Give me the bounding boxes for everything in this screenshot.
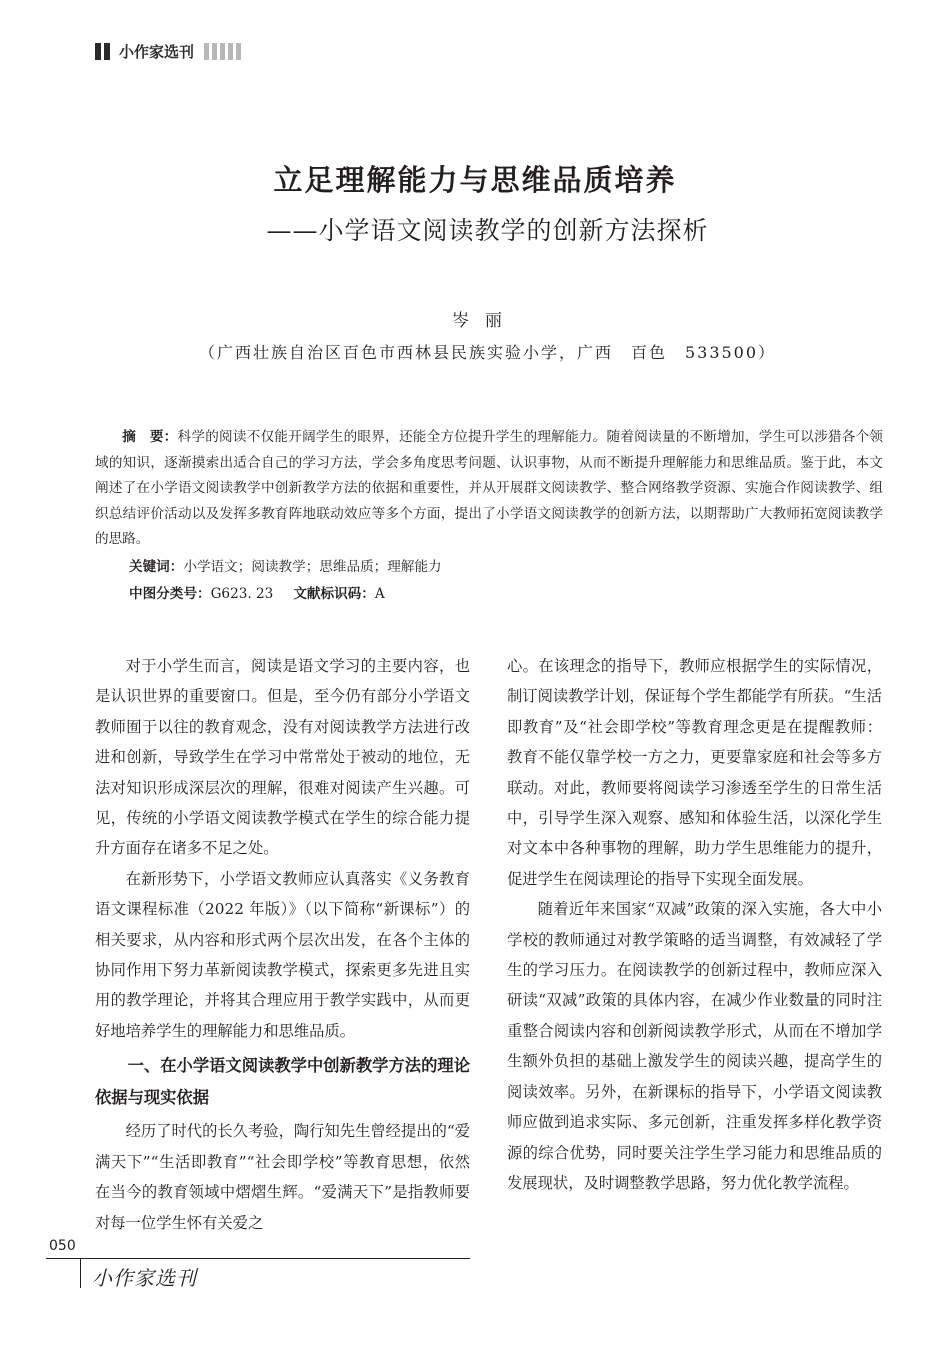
classification-line: [95, 582, 883, 608]
clc-value: G623. 23: [210, 586, 274, 602]
abstract-text: 科学的阅读不仅能开阔学生的眼界，还能全方位提升学生的理解能力。随着阅读量的不断增加，学生可以涉猎各个领域的知识，逐渐摸索出适合自己的学习方法，学会多角度思考问题、认识事物，从而不断提升理解能力和思维品质。鉴于此，本文阐述了在小学语文阅读教学中创新教学方法的依据和重要性，并从开展群文阅读教学、整合网络教学资源、实施合作阅读教学、组织总结评价活动以及发挥多教育阵地联动效应等多个方面，提出了小学语文阅读教学的创新方法，以期帮助广大教师拓宽阅读教学的思路。: [95, 429, 884, 547]
body-paragraph: 随着近年来国家“双减”政策的深入实施，各大中小学校的教师通过对教学策略的适当调整，有效减轻了学生的学习压力。在阅读教学的创新过程中，教师应深入研读“双减”政策的具体内容，在减少作业数量的同时注重整合阅读内容和创新阅读教学形式，从而在不增加学生额外负担的基础上激发学生的阅读兴趣，提高学生的阅读效率。另外，在新课标的指导下，小学语文阅读教师应做到追求实际、多元创新，注重发挥多样化教学资源的综合优势，同时要关注学生学习能力和思维品质的发展现状，及时调整教学思路，努力优化教学流程。: [507, 900, 882, 1192]
body-paragraph: 经历了时代的长久考验，陶行知先生曾经提出的“爱满天下”“生活即教育”“社会即学校”等教育思想，依然在当今的教育领域中熠熠生辉。“爱满天下”是指教师要对每一位学生怀有关爱之: [95, 1122, 470, 1232]
header-bar-left-2: [104, 43, 110, 60]
body-paragraph: 对于小学生而言，阅读是语文学习的主要内容，也是认识世界的重要窗口。但是，至今仍有部分小学语文教师囿于以往的教育观念，没有对阅读教学方法进行改进和创新，导致学生在学习中常常处于被动的地位，无法对知识形成深层次的理解，很难对阅读产生兴趣。可见，传统的小学语文阅读教学模式在学生的综合能力提升方面存在诸多不足之处。: [95, 657, 470, 858]
abstract-label: 摘 要：: [122, 429, 178, 445]
header-bar-right-3: [220, 43, 225, 60]
body-column-left: [95, 651, 470, 1238]
abstract-paragraph: [95, 425, 883, 553]
header-bar-left-1: [95, 43, 101, 60]
author-name: 岑丽: [452, 311, 518, 331]
running-header: [95, 38, 244, 64]
abstract-block: [95, 425, 883, 608]
keywords-line: [95, 555, 883, 581]
doc-code-label: 文献标识码：: [293, 586, 375, 602]
header-bar-right-4: [228, 43, 233, 60]
author-affiliation: （广西壮族自治区百色市西林县民族实验小学，广西 百色 533500）: [198, 343, 777, 362]
page-number: 050: [49, 1238, 76, 1254]
journal-name: 小作家选刊: [119, 42, 195, 61]
keywords-label: 关键词：: [129, 558, 184, 575]
body-paragraph: 在新形势下，小学语文教师应认真落实《义务教育语文课程标准（2022 年版）》（以下简称“新课标”）的相关要求，从内容和形式两个层次出发，在各个主体的协同作用下努力革新阅读教学模式，探索更多先进且实用的教学理论，并将其合理应用于教学实践中，从而更好地培养学生的理解能力和思维品质。: [95, 869, 470, 1040]
header-bar-right-1: [204, 43, 209, 60]
header-bar-right-5: [236, 43, 241, 60]
footer-journal-logo: 小作家选刊: [92, 1266, 197, 1290]
doc-code-value: A: [374, 586, 385, 602]
clc-label: 中图分类号：: [129, 586, 211, 602]
header-bar-right-2: [212, 43, 217, 60]
body-paragraph: 心。在该理念的指导下，教师应根据学生的实际情况，制订阅读教学计划，保证每个学生都能学有所获。“生活即教育”及“社会即学校”等教育理念更是在提醒教师：教育不能仅靠学校一方之力，更要靠家庭和社会等多方联动。对此，教师要将阅读学习渗透至学生的日常生活中，引导学生深入观察、感知和体验生活，以深化学生对文本中各种事物的理解，助力学生思维能力的提升，促进学生在阅读理论的指导下实现全面发展。: [507, 657, 882, 888]
footer-rule: [46, 1258, 470, 1259]
keywords-text: 小学语文；阅读教学；思维品质；理解能力: [183, 558, 442, 575]
footer-vertical-rule: [80, 1258, 81, 1288]
section-heading: 一、在小学语文阅读教学中创新教学方法的理论依据与现实依据: [95, 1056, 470, 1108]
article-title: 立足理解能力与思维品质培养: [273, 163, 677, 197]
article-subtitle: ——小学语文阅读教学的创新方法探析: [266, 216, 709, 245]
body-column-right: [507, 651, 882, 1198]
